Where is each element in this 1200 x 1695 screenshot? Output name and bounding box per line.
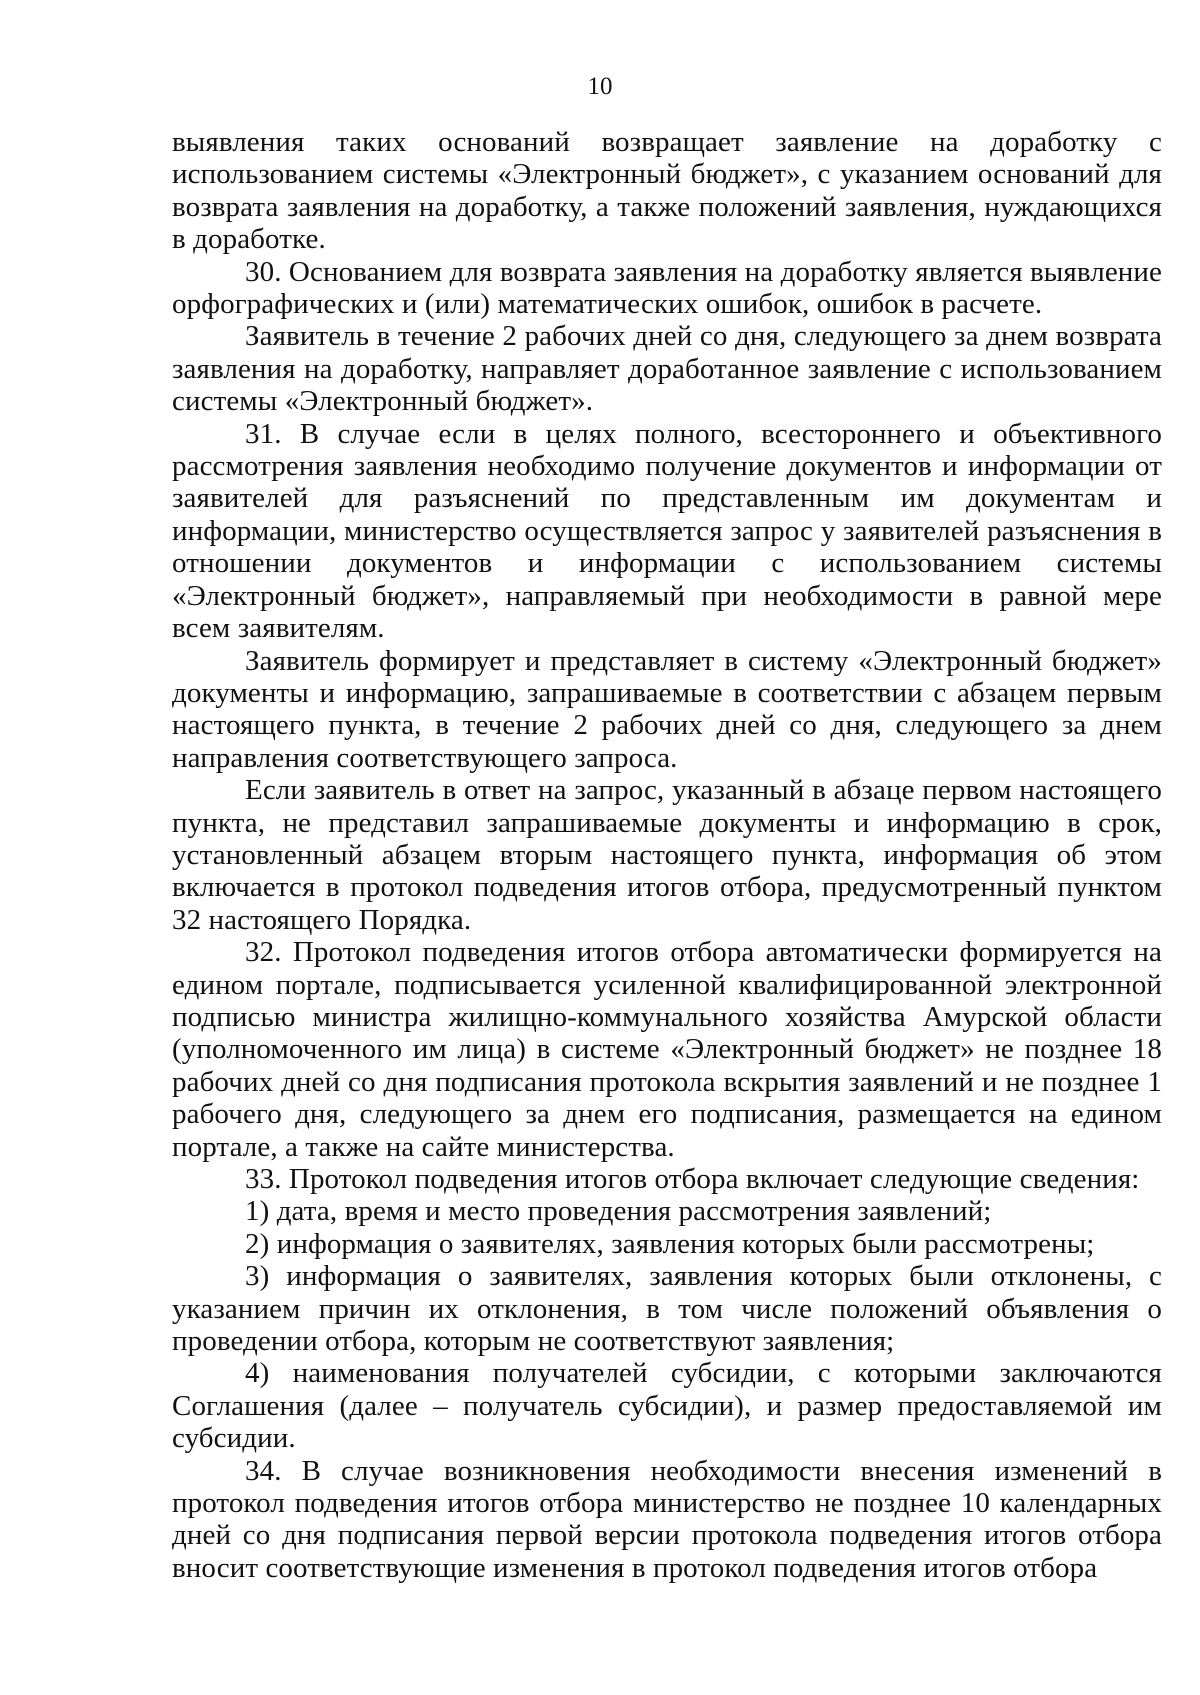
paragraph: Заявитель в течение 2 рабочих дней со дня, следующего за днем возврата заявления на доработку, направляет доработанное заявление с использованием системы «Электронный бюджет». [172,320,1162,418]
paragraph: 1) дата, время и место проведения рассмотрения заявлений; [245,1195,992,1228]
document-body [172,126,1162,1584]
paragraph: 3) информация о заявителях, заявления которых были отклонены, с указанием причин их отклонения, в том числе положений объявления о проведении отбора, которым не соответствуют заявления; [172,1260,1162,1358]
paragraph: 4) наименования получателей субсидии, с которыми заключаются Соглашения (далее – получатель субсидии), и размер предоставляемой им субсидии. [172,1357,1162,1455]
paragraph: Заявитель формирует и представляет в систему «Электронный бюджет» документы и информацию, запрашиваемые в соответствии с абзацем первым настоящего пункта, в течение 2 рабочих дней со дня, следующего за днем направления соответствующего запроса. [172,644,1162,774]
paragraph: 31. В случае если в целях полного, всестороннего и объективного рассмотрения заявления необходимо получение документов и информации от заявителей для разъяснений по представленным им документам и информации, министерство осуществляется запрос у заявителей разъяснения в отношении документов и информации с использованием системы «Электронный бюджет», направляемый при необходимости в равной мере всем заявителям. [172,417,1162,645]
paragraph: 33. Протокол подведения итогов отбора включает следующие сведения: [245,1163,1140,1195]
paragraph: 34. В случае возникновения необходимости внесения изменений в протокол подведения итогов отбора министерство не позднее 10 календарных дней со дня подписания первой версии протокола подведения итогов отбора вносит соответствующие изменения в протокол подведения итогов отбора [172,1454,1162,1584]
paragraph: 2) информация о заявителях, заявления которых были рассмотрены; [245,1227,1095,1260]
paragraph: 32. Протокол подведения итогов отбора автоматически формируется на едином портале, подписывается усиленной квалифицированной электронной подписью министра жилищно-коммунального хозяйства Амурской области (уполномоченного им лица) в системе «Электронный бюджет» не позднее 18 рабочих дней со дня подписания протокола вскрытия заявлений и не позднее 1 рабочего дня, следующего за днем его подписания, размещается на едином портале, а также на сайте министерства. [172,936,1162,1163]
paragraph: 30. Основанием для возврата заявления на доработку является выявление орфографических и (или) математических ошибок, ошибок в расчете. [172,255,1162,321]
page-number: 10 [587,73,613,100]
paragraph: Если заявитель в ответ на запрос, указанный в абзаце первом настоящего пункта, не представил запрашиваемые документы и информацию в срок, установленный абзацем вторым настоящего пункта, информация об этом включается в протокол подведения итогов отбора, предусмотренный пунктом 32 настоящего Порядка. [172,774,1162,936]
paragraph: выявления таких оснований возвращает заявление на доработку с использованием системы «Электронный бюджет», с указанием оснований для возврата заявления на доработку, а также положений заявления, нуждающихся в доработке. [172,126,1162,256]
